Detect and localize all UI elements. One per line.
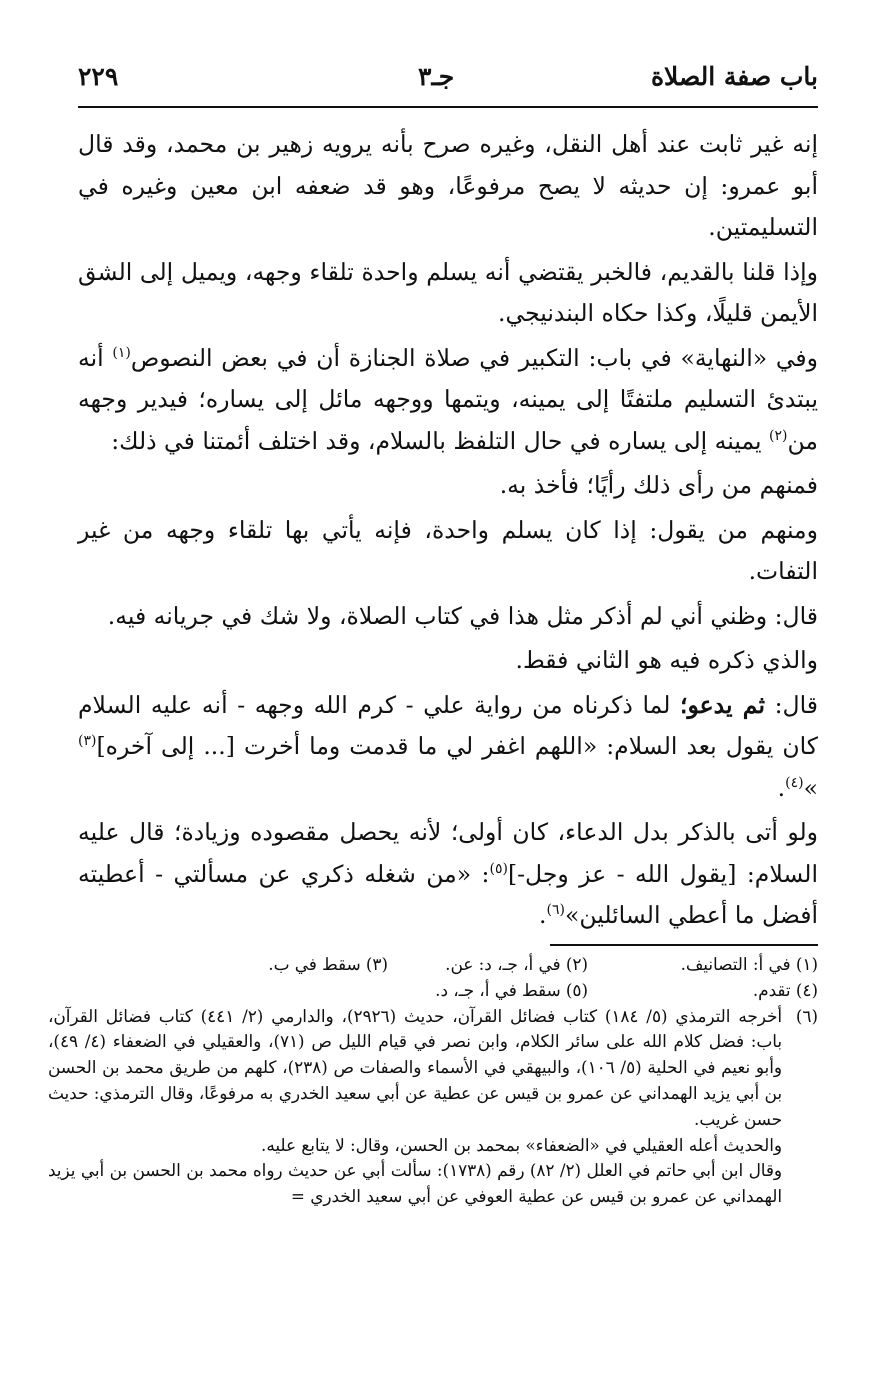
text-run: » (803, 773, 818, 802)
volume-label: جـ٣ (418, 62, 455, 91)
footnote-marker: (٤) (785, 774, 804, 791)
chapter-title: باب صفة الصلاة (650, 62, 818, 91)
footnote-marker: (٣) (78, 733, 97, 749)
footnote-row (48, 952, 818, 978)
paragraph (78, 338, 818, 463)
text-run: يمينه إلى يساره في حال التلفظ بالسلام، وقد اختلف أئمتنا في ذلك: (111, 426, 770, 455)
text-run: . (777, 773, 786, 802)
paragraph: والذي ذكره فيه هو الثاني فقط. (515, 646, 818, 674)
footnote-continuation: والحديث أعله العقيلي في «الضعفاء» بمحمد بن الحسن، وقال: لا يتابع عليه. (261, 1134, 782, 1155)
paragraph: قال: وظني أني لم أذكر مثل هذا في كتاب الصلاة، ولا شك في جريانه فيه. (107, 601, 818, 630)
text-run: قال: (765, 690, 818, 719)
footnotes (48, 952, 818, 1210)
text-run: لما ذكرناه من رواية علي - كرم الله وجهه - أنه عليه السلام كان يقول بعد السلام: «اللهم اغفر لي ما قدمت وما أخرت [... إلى آخره] (78, 690, 818, 760)
footnote-row (48, 978, 818, 1004)
main-text (78, 124, 818, 940)
footnote-marker: (٥) (489, 860, 508, 877)
footnote-text: أخرجه الترمذي (٥/ ١٨٤) كتاب فضائل القرآن، حديث (٢٩٢٦)، والدارمي (٢/ ٤٤١) كتاب فضائل القرآن، باب: فضل كلام الله على سائر الكلام، وابن نصر في قيام الليل ص (٧١)، والعقيلي في الضعفاء (٤/ ٤٩)، وأبو نعيم في الحلية (٥/ ١٠٦)، والبيهقي في الأسماء والصفات ص (٢٣٨)، كلهم من طريق محمد بن الحسن بن أبي يزيد الهمداني عن عمرو بن قيس عن عطية عن أبي سعيد الخدري به مرفوعًا، وقال الترمذي: حديث حسن غريب. (48, 1005, 782, 1129)
footnote-6 (48, 1004, 818, 1133)
paragraph: وإذا قلنا بالقديم، فالخبر يقتضي أنه يسلم واحدة تلقاء وجهه، ويميل إلى الشق الأيمن قليلًا، وكذا حكاه البندنيجي. (78, 257, 818, 327)
text-run: وفي «النهاية» في باب: التكبير في صلاة الجنازة أن في بعض النصوص (130, 343, 819, 372)
footnote-number: (٦) (795, 1005, 818, 1026)
paragraph (78, 812, 818, 937)
footnote-divider (550, 944, 818, 946)
page-header (78, 60, 818, 108)
paragraph: ومنهم من يقول: إذا كان يسلم واحدة، فإنه يأتي بها تلقاء وجهه من غير التفات. (78, 515, 818, 585)
page-number: ٢٢٩ (78, 62, 119, 91)
text-run: : «من شغله ذكري عن مسألتي - أعطيته أفضل ما أعطي السائلين» (78, 859, 818, 929)
paragraph (78, 685, 818, 810)
footnote-marker: (٦) (546, 902, 565, 918)
footnote: (٥) سقط في أ، جـ، د. (435, 979, 588, 1000)
footnote-marker: (٢) (769, 427, 788, 444)
footnote: (١) في أ: التصانيف. (680, 954, 818, 974)
bold-text: ثم يدعو؛ (679, 690, 765, 719)
text-run: أنه يبتدئ التسليم ملتفتًا إلى يمينه، ويتمها ووجهه مائل إلى يساره؛ فيدير وجهه من (78, 343, 818, 455)
footnote: (٤) تقدم. (752, 979, 818, 1000)
footnote-marker: (١) (112, 344, 131, 361)
footnote: (٢) في أ، جـ، د: عن. (445, 954, 588, 974)
paragraph: إنه غير ثابت عند أهل النقل، وغيره صرح بأنه يرويه زهير بن محمد، وقد قال أبو عمرو: إن حديثه لا يصح مرفوعًا، وهو قد ضعفه ابن معين وغيره في التسليمتين. (78, 130, 818, 241)
footnote: (٣) سقط في ب. (268, 954, 388, 974)
paragraph: فمنهم من رأى ذلك رأيًا؛ فأخذ به. (499, 471, 818, 499)
text-run: ولو أتى بالذكر بدل الدعاء، كان أولى؛ لأنه يحصل مقصوده وزيادة؛ قال عليه السلام: [يقول الله - عز وجل-] (78, 818, 818, 888)
text-run: . (539, 901, 547, 929)
footnote-continuation: وقال ابن أبي حاتم في العلل (٢/ ٨٢) رقم (١٧٣٨): سألت أبي عن حديث رواه محمد بن الحسن بن أبي يزيد الهمداني عن عمرو بن قيس عن عطية العوفي عن أبي سعيد الخدري = (48, 1160, 782, 1207)
